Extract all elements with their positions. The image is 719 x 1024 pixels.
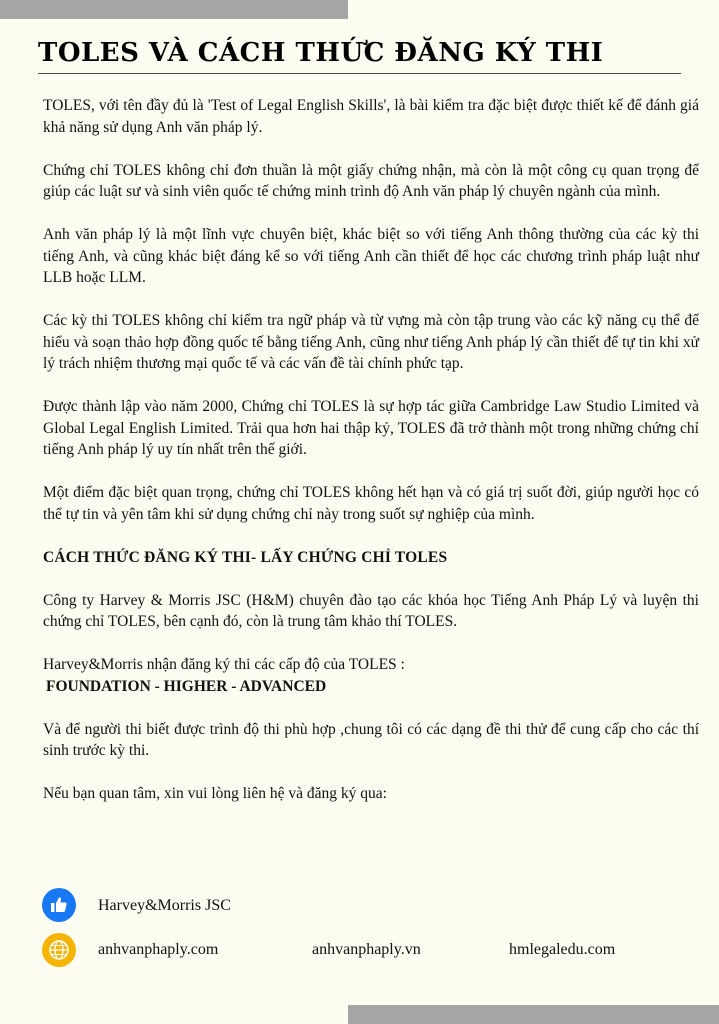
paragraph-intro: TOLES, với tên đầy đủ là 'Test of Legal English Skills', là bài kiểm tra đặc biệt được thiết kế để đánh giá khả năng sử dụng Anh văn pháp lý. bbox=[43, 97, 699, 136]
website-link-vn[interactable]: anhvanphaply.vn bbox=[312, 941, 421, 958]
paragraph-contact: Nếu bạn quan tâm, xin vui lòng liên hệ và đăng ký qua: bbox=[43, 785, 387, 802]
paragraph-certificate: Chứng chỉ TOLES không chỉ đơn thuần là một giấy chứng nhận, mà còn là một công cụ quan trọng để giúp các luật sư và sinh viên quốc tế chứng minh trình độ Anh văn pháp lý chuyên ngành của mình. bbox=[43, 161, 699, 200]
levels-intro: Harvey&Morris nhận đăng ký thi các cấp độ của TOLES : bbox=[43, 656, 405, 673]
facebook-contact-row[interactable] bbox=[42, 888, 76, 922]
website-link-com[interactable]: anhvanphaply.com bbox=[98, 941, 219, 958]
document-body bbox=[43, 95, 699, 826]
facebook-link[interactable]: Harvey&Morris JSC bbox=[98, 897, 231, 914]
thumbs-up-icon bbox=[42, 888, 76, 922]
paragraph-validity: Một điểm đặc biệt quan trọng, chứng chỉ TOLES không hết hạn và có giá trị suốt đời, giúp người học có thể tự tin và yên tâm khi sử dụng chứng chỉ này trong suốt sự nghiệp của mình. bbox=[43, 484, 699, 523]
website-contact-row bbox=[42, 933, 76, 967]
top-decorative-bar bbox=[0, 0, 348, 19]
bottom-decorative-bar bbox=[348, 1005, 719, 1024]
paragraph-history: Được thành lập vào năm 2000, Chứng chỉ TOLES là sự hợp tác giữa Cambridge Law Studio Limited và Global Legal English Limited. Trải qua hơn hai thập kỷ, TOLES đã trở thành một trong những chứng chỉ tiếng Anh pháp lý uy tín nhất trên thế giới. bbox=[43, 398, 699, 458]
website-link-hmlegaledu[interactable]: hmlegaledu.com bbox=[509, 941, 616, 958]
globe-icon bbox=[42, 933, 76, 967]
levels-block bbox=[43, 654, 699, 697]
section-heading: CÁCH THỨC ĐĂNG KÝ THI- LẤY CHỨNG CHỈ TOLES bbox=[43, 548, 448, 566]
levels-list: FOUNDATION - HIGHER - ADVANCED bbox=[46, 677, 327, 695]
paragraph-mock-tests: Và để người thi biết được trình độ thi phù hợp ,chung tôi có các dạng đề thi thử để cung cấp cho các thí sinh trước kỳ thi. bbox=[43, 720, 699, 759]
paragraph-legal-english: Anh văn pháp lý là một lĩnh vực chuyên biệt, khác biệt so với tiếng Anh thông thường của các kỳ thi tiếng Anh, và cũng khác biệt đáng kể so với tiếng Anh cần thiết để học các chương trình pháp luật như LLB hoặc LLM. bbox=[43, 226, 699, 286]
paragraph-exam-skills: Các kỳ thi TOLES không chỉ kiểm tra ngữ pháp và từ vựng mà còn tập trung vào các kỹ năng cụ thể để hiểu và soạn thảo hợp đồng quốc tế bằng tiếng Anh, cũng như tiếng Anh pháp lý cần thiết để tự tin khi xử lý trách nhiệm thương mại quốc tế và các vấn đề tài chính phức tạp. bbox=[43, 312, 699, 372]
page-title: TOLES VÀ CÁCH THỨC ĐĂNG KÝ THI bbox=[38, 38, 604, 68]
title-underline bbox=[38, 73, 681, 74]
paragraph-hm: Công ty Harvey & Morris JSC (H&M) chuyên đào tạo các khóa học Tiếng Anh Pháp Lý và luyện thi chứng chỉ TOLES, bên cạnh đó, còn là trung tâm khảo thí TOLES. bbox=[43, 591, 699, 630]
